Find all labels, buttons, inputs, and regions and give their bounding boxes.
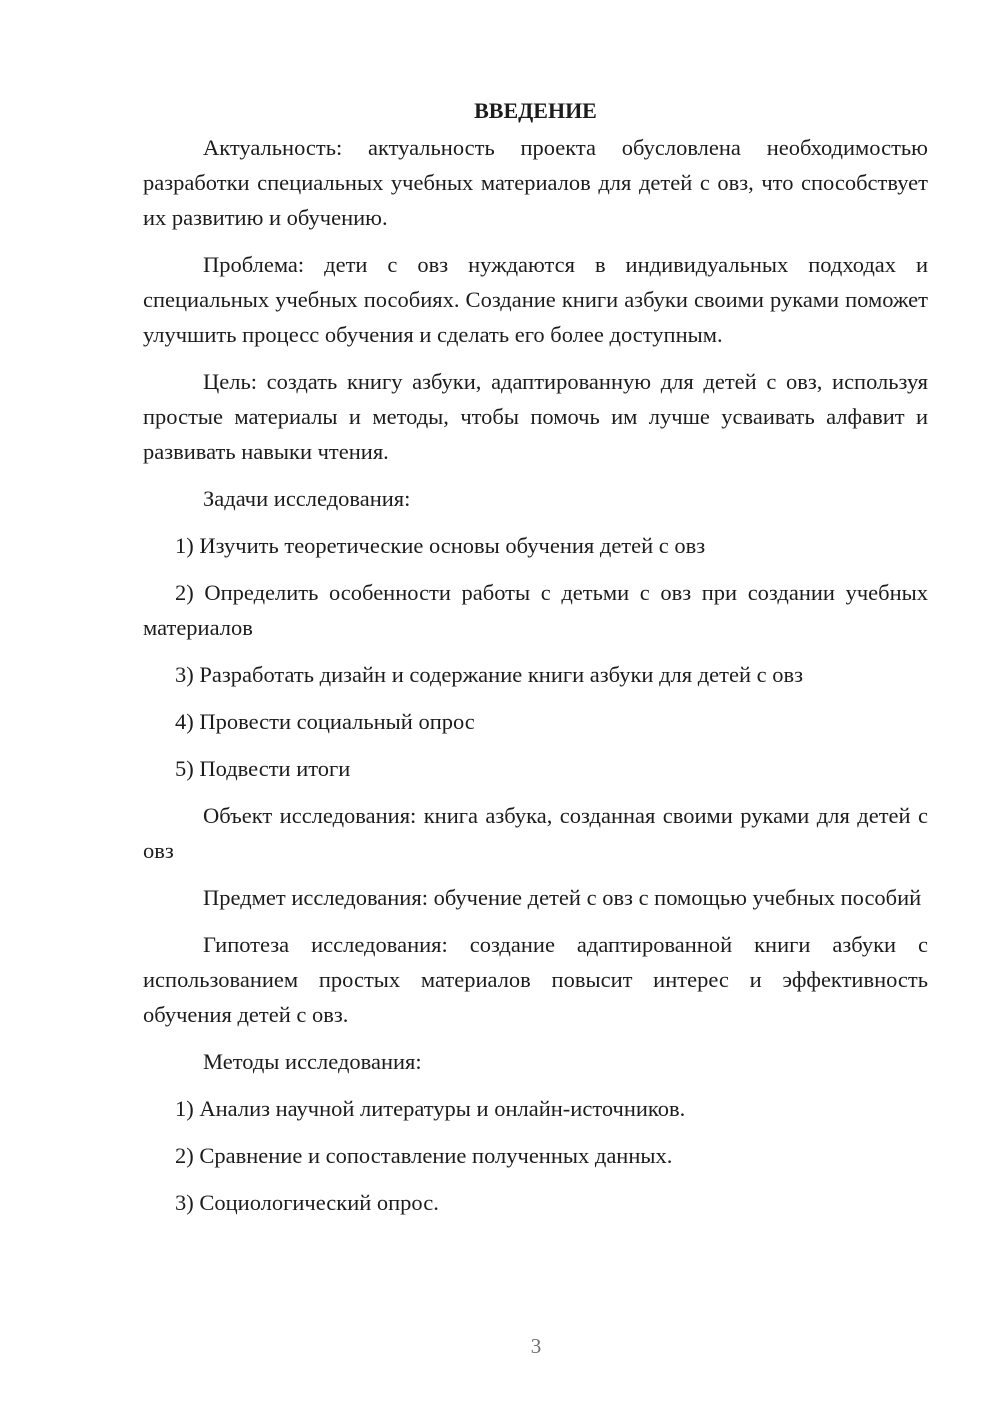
- page-number: 3: [530, 1334, 542, 1358]
- method-item-1: 1) Анализ научной литературы и онлайн-источников.: [175, 1096, 686, 1121]
- relevance-paragraph: Актуальность: актуальность проекта обусловлена необходимостью разработки специальных учебных материалов для детей с овз, что способствует их развитию и обучению.: [143, 135, 928, 230]
- problem-paragraph: Проблема: дети с овз нуждаются в индивидуальных подходах и специальных учебных пособиях. Создание книги азбуки своими руками поможет улучшить процесс обучения и сделать его более доступным.: [143, 252, 928, 347]
- tasks-heading: Задачи исследования:: [203, 486, 411, 511]
- task-item-3: 3) Разработать дизайн и содержание книги азбуки для детей с овз: [175, 662, 804, 687]
- method-item-3: 3) Социологический опрос.: [175, 1190, 439, 1215]
- page-content: [143, 96, 928, 1220]
- object-paragraph: Объект исследования: книга азбука, созданная своими руками для детей с овз: [143, 803, 928, 863]
- task-item-2: 2) Определить особенности работы с детьми с овз при создании учебных материалов: [143, 580, 928, 640]
- page-title: ВВЕДЕНИЕ: [474, 98, 597, 123]
- methods-heading: Методы исследования:: [203, 1049, 422, 1074]
- task-item-1: 1) Изучить теоретические основы обучения детей с овз: [175, 533, 706, 558]
- task-item-4: 4) Провести социальный опрос: [175, 709, 475, 734]
- task-item-5: 5) Подвести итоги: [175, 756, 351, 781]
- subject-paragraph: Предмет исследования: обучение детей с овз с помощью учебных пособий: [203, 885, 922, 910]
- method-item-2: 2) Сравнение и сопоставление полученных данных.: [175, 1143, 673, 1168]
- hypothesis-paragraph: Гипотеза исследования: создание адаптированной книги азбуки с использованием простых материалов повысит интерес и эффективность обучения детей с овз.: [143, 932, 928, 1027]
- goal-paragraph: Цель: создать книгу азбуки, адаптированную для детей с овз, используя простые материалы и методы, чтобы помочь им лучше усваивать алфавит и развивать навыки чтения.: [143, 369, 928, 464]
